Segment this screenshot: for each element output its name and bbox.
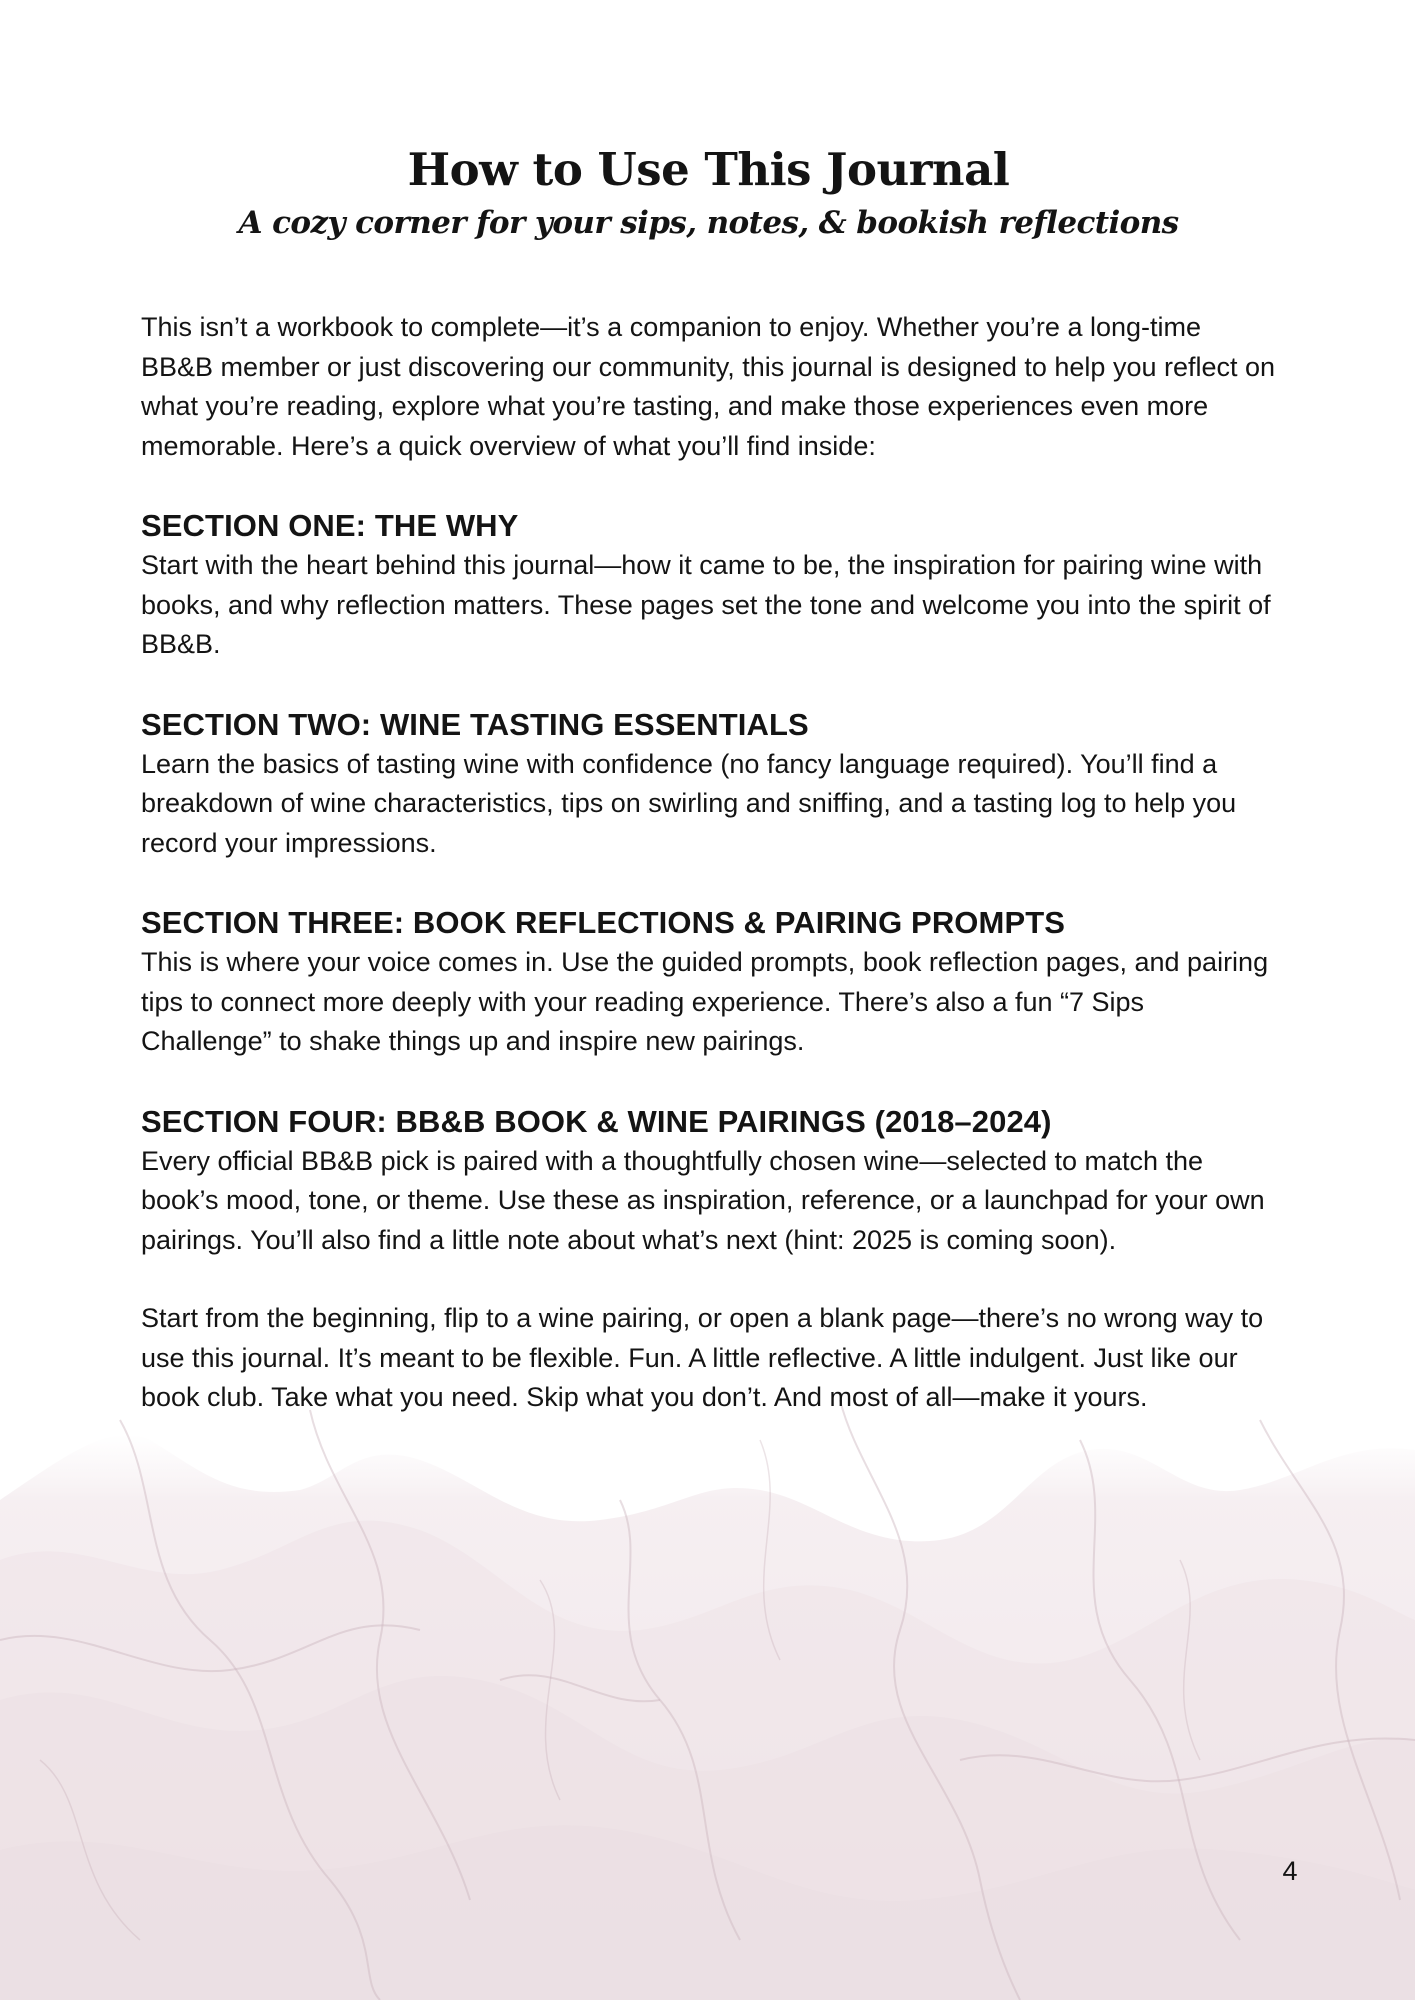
watercolor-background xyxy=(0,1380,1415,2000)
closing-paragraph: Start from the beginning, flip to a wine pairing, or open a blank page—there’s no wrong way to use this journal. It’s meant to be flexible. Fun. A little reflective. A little indulgent. Just like our book club. Take what you need. Skip what you don’t. And most of all—make it yours. xyxy=(141,1303,1264,1412)
section-heading: SECTION TWO: WINE TASTING ESSENTIALS xyxy=(141,706,809,742)
page-content xyxy=(141,138,1276,1418)
section-four xyxy=(141,1102,1276,1261)
page-subtitle: A cozy corner for your sips, notes, & bookish reflections xyxy=(238,205,1179,241)
section-three xyxy=(141,903,1276,1062)
section-body: Every official BB&B pick is paired with a thoughtfully chosen wine—selected to match the book’s mood, tone, or theme. Use these as inspiration, reference, or a launchpad for your own pairings. You’ll also find a little note about what’s next (hint: 2025 is coming soon). xyxy=(141,1145,1265,1255)
intro-paragraph: This isn’t a workbook to complete—it’s a companion to enjoy. Whether you’re a long-time BB&B member or just discovering our community, this journal is designed to help you reflect on what you’re reading, explore what you’re tasting, and make those experiences even more memorable. Here’s a quick overview of what you’ll find inside: xyxy=(141,312,1276,461)
page-title: How to Use This Journal xyxy=(407,143,1010,196)
section-heading: SECTION ONE: THE WHY xyxy=(141,508,519,543)
section-heading: SECTION FOUR: BB&B BOOK & WINE PAIRINGS (2018–2024) xyxy=(141,1103,1052,1139)
section-heading: SECTION THREE: BOOK REFLECTIONS & PAIRING PROMPTS xyxy=(141,905,1066,940)
section-one xyxy=(141,506,1276,665)
section-body: This is where your voice comes in. Use the guided prompts, book reflection pages, and pairing tips to connect more deeply with your reading experience. There’s also a fun “7 Sips Challenge” to shake things up and inspire new pairings. xyxy=(141,947,1269,1056)
page-number: 4 xyxy=(1282,1856,1298,1886)
section-body: Start with the heart behind this journal—how it came to be, the inspiration for pairing wine with books, and why reflection matters. These pages set the tone and welcome you into the spirit of BB&B. xyxy=(141,550,1271,659)
section-body: Learn the basics of tasting wine with confidence (no fancy language required). You’ll find a breakdown of wine characteristics, tips on swirling and sniffing, and a tasting log to help you record your impressions. xyxy=(141,748,1237,858)
section-two xyxy=(141,705,1276,864)
